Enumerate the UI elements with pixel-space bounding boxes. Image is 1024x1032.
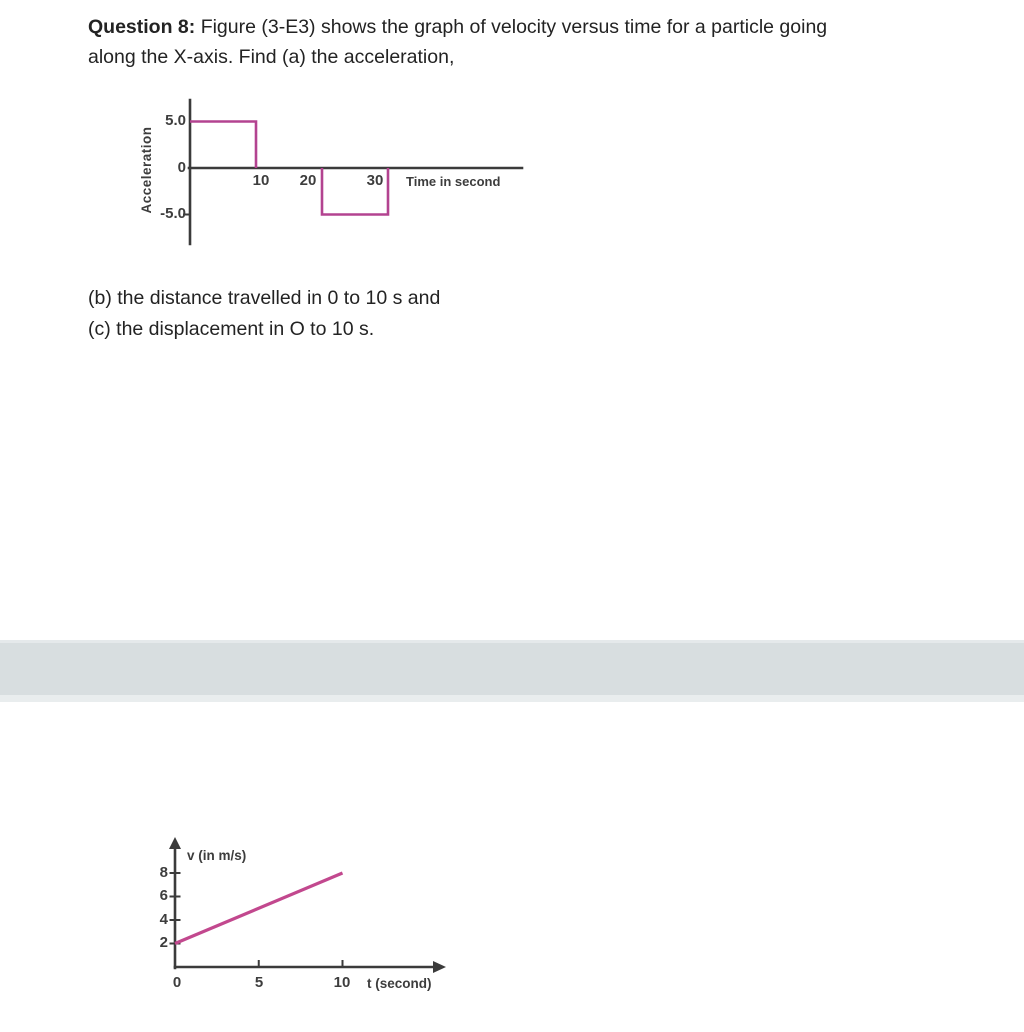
part-c-text: (c) the displacement in O to 10 s. [88,318,375,340]
y-tick-label: 5.0 [165,112,186,129]
x-axis-title: Time in second [406,174,501,189]
y-tick-label: -5.0 [160,205,186,222]
divider-band [0,640,1024,702]
y-axis-arrow-icon [169,837,181,849]
x-tick-label: 0 [172,974,182,991]
question-text-block [88,12,938,72]
y-tick-label: 4 [159,911,168,928]
x-axis-title: t (second) [367,976,432,991]
acceleration-time-chart [128,92,528,257]
x-tick-label: 10 [252,172,270,189]
x-tick-label: 20 [299,172,317,189]
x-axis-arrow-icon [433,961,446,973]
question-number: Question 8: [88,16,196,38]
velocity-time-graph-series-line [175,873,343,944]
acceleration-time-graph-series-line [190,122,256,169]
y-tick-label: 6 [159,887,168,904]
question-text-1: Figure (3-E3) shows the graph of velocity versus time for a particle going [200,16,828,38]
y-tick-label: 2 [159,934,168,951]
question-line-2: along the X-axis. Find (a) the acceleration, [88,46,455,68]
y-axis-title: v (in m/s) [187,848,247,863]
y-axis-title: Acceleration [139,126,154,214]
question-line-1 [88,12,938,42]
part-b-text: (b) the distance travelled in 0 to 10 s and [88,287,441,309]
y-tick-label: 8 [159,864,168,881]
x-tick-label: 10 [333,974,351,991]
x-tick-label: 5 [254,974,264,991]
y-tick-label: 0 [177,159,186,176]
velocity-time-chart [148,836,468,1006]
x-tick-label: 30 [366,172,384,189]
question-parts-block [88,283,688,345]
